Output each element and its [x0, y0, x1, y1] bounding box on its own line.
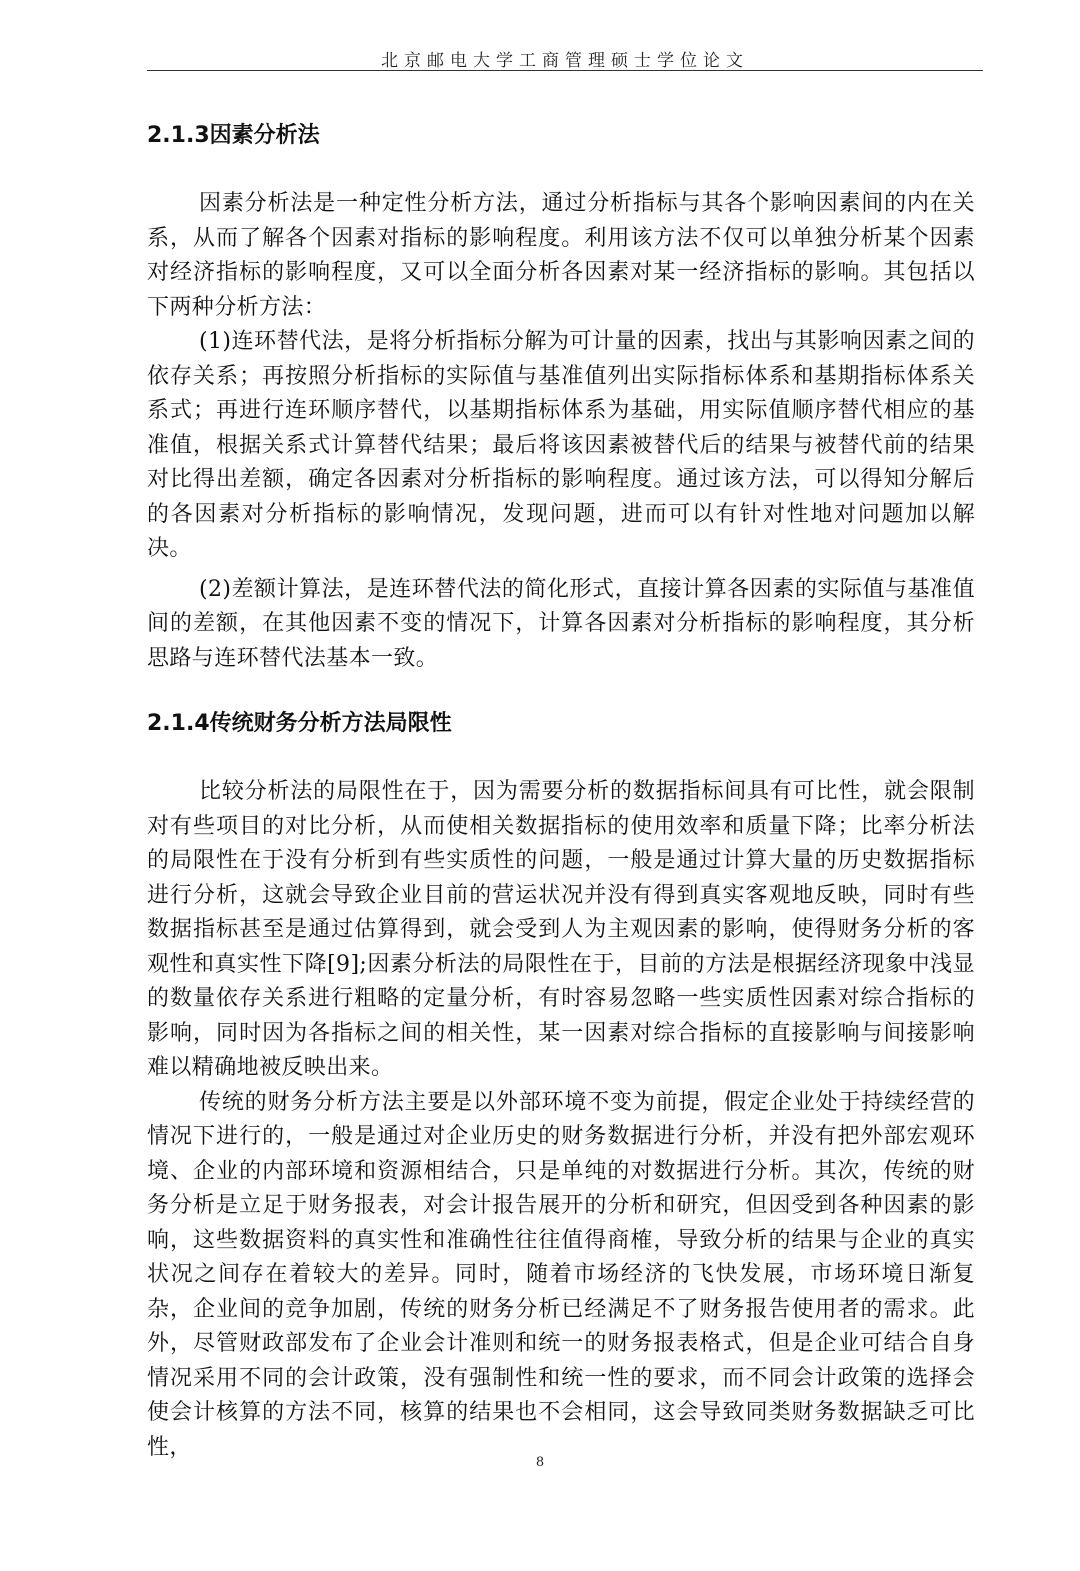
paragraph-difference-calculation: (2)差额计算法，是连环替代法的简化形式，直接计算各因素的实际值与基准值间的差额，在其他因素不变的情况下，计算各因素对分析指标的影响程度，其分析思路与连环替代法基本一致。	[147, 576, 975, 671]
section-heading-2-1-4: 2.1.4传统财务分析方法局限性	[147, 711, 452, 736]
paragraph-method-limitations: 比较分析法的局限性在于，因为需要分析的数据指标间具有可比性，就会限制对有些项目的对比分析，从而使相关数据指标的使用效率和质量下降；比率分析法的局限性在于没有分析到有些实质性的问题，一般是通过计算大量的历史数据指标进行分析，这就会导致企业目前的营运状况并没有得到真实客观地反映，同时有些数据指标甚至是通过估算得到，就会受到人为主观因素的影响，使得财务分析的客观性和真实性下降[9];因素分析法的局限性在于，目前的方法是根据经济现象中浅显的数量依存关系进行粗略的定量分析，有时容易忽略一些实质性因素对综合指标的影响，同时因为各指标之间的相关性，某一因素对综合指标的直接影响与间接影响难以精确地被反映出来。	[147, 779, 975, 1080]
page-body	[147, 114, 975, 1465]
page-number: 8	[535, 1455, 545, 1470]
paragraph-factor-analysis-intro: 因素分析法是一种定性分析方法，通过分析指标与其各个影响因素间的内在关系，从而了解各个因素对指标的影响程度。利用该方法不仅可以单独分析某个因素对经济指标的影响程度，又可以全面分析各因素对某一经济指标的影响。其包括以下两种分析方法：	[147, 191, 975, 320]
running-header: 北京邮电大学工商管理硕士学位论文	[381, 51, 749, 71]
paragraph-traditional-analysis: 传统的财务分析方法主要是以外部环境不变为前提，假定企业处于持续经营的情况下进行的，一般是通过对企业历史的财务数据进行分析，并没有把外部宏观环境、企业的内部环境和资源相结合，只是单纯的对数据进行分析。其次，传统的财务分析是立足于财务报表，对会计报告展开的分析和研究，但因受到各种因素的影响，这些数据资料的真实性和准确性往往值得商榷，导致分析的结果与企业的真实状况之间存在着较大的差异。同时，随着市场经济的飞快发展，市场环境日渐复杂，企业间的竞争加剧，传统的财务分析已经满足不了财务报告使用者的需求。此外，尽管财政部发布了企业会计准则和统一的财务报表格式，但是企业可结合自身情况采用不同的会计政策，没有强制性和统一性的要求，而不同会计政策的选择会使会计核算的方法不同，核算的结果也不会相同，这会导致同类财务数据缺乏可比性，	[147, 1089, 975, 1460]
paragraph-chain-substitution: (1)连环替代法，是将分析指标分解为可计量的因素，找出与其影响因素之间的依存关系；再按照分析指标的实际值与基准值列出实际指标体系和基期指标体系关系式；再进行连环顺序替代，以基期指标体系为基础，用实际值顺序替代相应的基准值，根据关系式计算替代结果；最后将该因素被替代后的结果与被替代前的结果对比得出差额，确定各因素对分析指标的影响程度。通过该方法，可以得知分解后的各因素对分析指标的影响情况，发现问题，进而可以有针对性地对问题加以解决。	[147, 329, 975, 561]
section-heading-2-1-3: 2.1.3因素分析法	[147, 123, 320, 148]
header-rule	[147, 70, 983, 71]
